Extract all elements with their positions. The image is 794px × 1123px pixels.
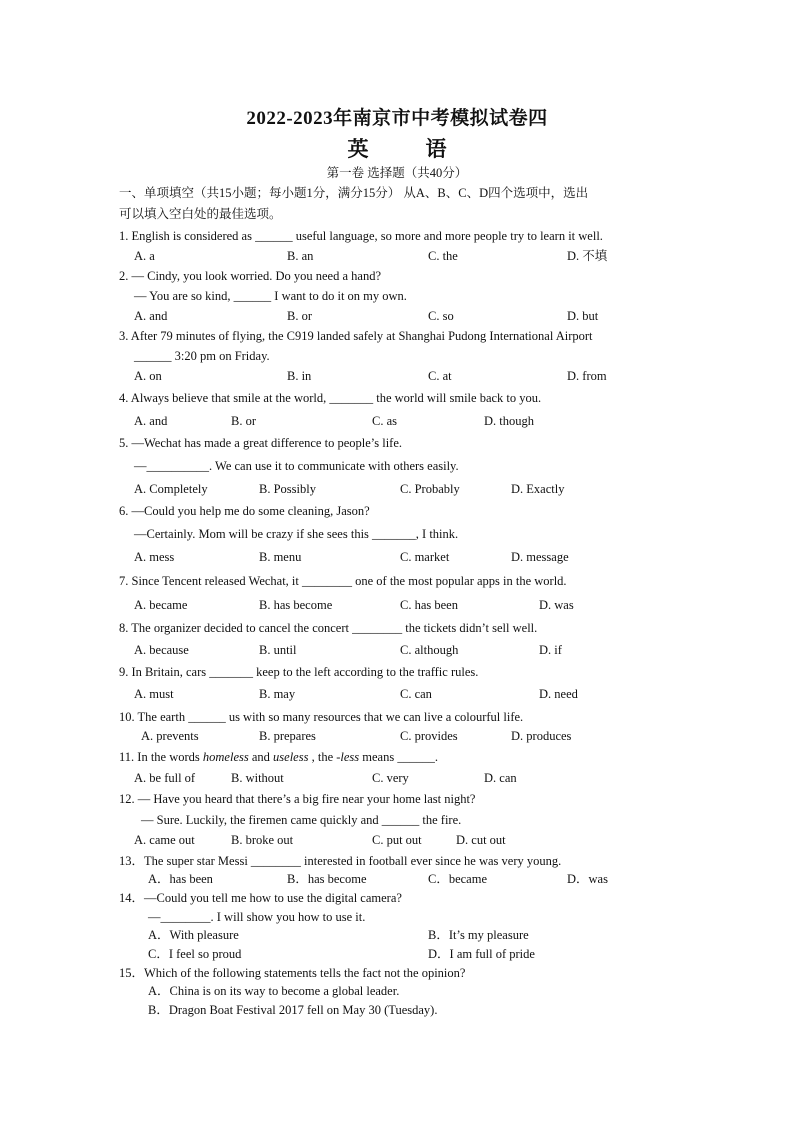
question-11-option-b: B. without xyxy=(231,771,284,785)
question-6-option-b: B. menu xyxy=(259,550,302,564)
question-2-stem: 2. — Cindy, you look worried. Do you need a hand? xyxy=(119,269,381,283)
question-13-stem: 13．The super star Messi ________ interested in football ever since he was very young. xyxy=(119,854,562,868)
question-11-stem-start: 11. In the words xyxy=(119,750,203,764)
question-4-option-c: C. as xyxy=(372,414,397,428)
question-8-option-c: C. although xyxy=(400,643,459,657)
question-10-option-b: B. prepares xyxy=(259,729,316,743)
instructions-line-2: 可以填入空白处的最佳选项。 xyxy=(119,207,282,221)
question-12-reply: — Sure. Luckily, the firemen came quickly and ______ the fire. xyxy=(141,813,462,827)
question-11-stem-end: means ______. xyxy=(359,750,438,764)
question-6-option-d: D. message xyxy=(511,550,569,564)
question-1-option-c: C. the xyxy=(428,249,458,263)
question-5-stem: 5. —Wechat has made a great difference to people’s life. xyxy=(119,436,403,450)
question-12-stem: 12. — Have you heard that there’s a big fire near your home last night? xyxy=(119,792,476,806)
question-13-option-b: B．has become xyxy=(287,872,367,886)
section-heading: 第一卷 选择题（共40分） xyxy=(326,166,468,180)
question-7-option-d: D. was xyxy=(539,598,574,612)
question-1-option-b: B. an xyxy=(287,249,314,263)
question-11-word-homeless: homeless xyxy=(202,750,249,764)
question-12-option-c: C. put out xyxy=(372,833,422,847)
question-9-option-b: B. may xyxy=(259,687,296,701)
question-8-option-b: B. until xyxy=(259,643,297,657)
question-7-stem: 7. Since Tencent released Wechat, it ________ one of the most popular apps in the world. xyxy=(119,574,567,588)
question-3-option-d: D. from xyxy=(567,369,607,383)
question-11-option-c: C. very xyxy=(372,771,409,785)
question-2-option-a: A. and xyxy=(134,309,168,323)
question-14-reply: —________. I will show you how to use it. xyxy=(148,910,366,924)
question-11-option-d: D. can xyxy=(484,771,517,785)
question-5-option-d: D. Exactly xyxy=(511,482,565,496)
question-9-option-d: D. need xyxy=(539,687,578,701)
question-3-option-b: B. in xyxy=(287,369,312,383)
question-9-stem: 9. In Britain, cars _______ keep to the left according to the traffic rules. xyxy=(119,665,479,679)
question-3-stem: 3. After 79 minutes of flying, the C919 landed safely at Shanghai Pudong International Airport xyxy=(119,329,593,343)
instructions-line-1: 一、单项填空（共15小题；每小题1分，满分15分） 从A、B、C、D四个选项中，选出 xyxy=(119,186,589,200)
question-1-stem: 1. English is considered as ______ useful language, so more and more people try to learn it well. xyxy=(119,229,603,243)
question-11-option-a: A. be full of xyxy=(134,771,196,785)
question-13-option-d: D．was xyxy=(567,872,608,886)
question-6-reply: —Certainly. Mom will be crazy if she sees this _______, I think. xyxy=(134,527,459,541)
question-14-option-d: D．I am full of pride xyxy=(428,947,535,961)
question-2-reply: — You are so kind, ______ I want to do it on my own. xyxy=(134,289,407,303)
question-8-option-a: A. because xyxy=(134,643,189,657)
question-14-option-a: A．With pleasure xyxy=(148,928,239,942)
question-2-option-c: C. so xyxy=(428,309,454,323)
question-11-stem-and: and xyxy=(248,750,274,764)
question-2-option-b: B. or xyxy=(287,309,312,323)
question-5-option-b: B. Possibly xyxy=(259,482,316,496)
question-10-option-c: C. provides xyxy=(400,729,458,743)
exam-title: 2022-2023年南京市中考模拟试卷四 xyxy=(246,108,548,129)
question-11-stem-the: , the - xyxy=(308,750,341,764)
question-7-option-b: B. has become xyxy=(259,598,333,612)
question-3-option-c: C. at xyxy=(428,369,452,383)
question-11-stem xyxy=(119,749,438,765)
question-4-option-a: A. and xyxy=(134,414,168,428)
question-4-option-d: D. though xyxy=(484,414,534,428)
question-9-option-a: A. must xyxy=(134,687,174,701)
question-14-option-c: C．I feel so proud xyxy=(148,947,242,961)
question-10-option-a: A. prevents xyxy=(141,729,199,743)
question-3-option-a: A. on xyxy=(134,369,162,383)
question-12-option-b: B. broke out xyxy=(231,833,294,847)
question-6-option-a: A. mess xyxy=(134,550,175,564)
question-13-option-a: A．has been xyxy=(148,872,213,886)
question-9-option-c: C. can xyxy=(400,687,432,701)
question-14-option-b: B．It’s my pleasure xyxy=(428,928,529,942)
question-10-stem: 10. The earth ______ us with so many resources that we can live a colourful life. xyxy=(119,710,524,724)
question-7-option-a: A. became xyxy=(134,598,188,612)
question-5-reply: —__________. We can use it to communicate with others easily. xyxy=(134,459,459,473)
question-14-stem: 14．—Could you tell me how to use the digital camera? xyxy=(119,891,402,905)
question-5-option-a: A. Completely xyxy=(134,482,208,496)
question-8-stem: 8. The organizer decided to cancel the concert ________ the tickets didn’t sell well. xyxy=(119,621,538,635)
question-2-option-d: D. but xyxy=(567,309,599,323)
question-1-option-a: A. a xyxy=(134,249,155,263)
question-6-stem: 6. —Could you help me do some cleaning, Jason? xyxy=(119,504,370,518)
question-11-word-less: less xyxy=(340,750,360,764)
question-15-stem: 15．Which of the following statements tells the fact not the opinion? xyxy=(119,966,466,980)
question-12-option-d: D. cut out xyxy=(456,833,506,847)
question-15-option-b: B．Dragon Boat Festival 2017 fell on May 30 (Tuesday). xyxy=(148,1003,438,1017)
question-4-option-b: B. or xyxy=(231,414,256,428)
subject-title: 英 语 xyxy=(347,137,465,161)
question-12-option-a: A. came out xyxy=(134,833,195,847)
question-13-option-c: C．became xyxy=(428,872,488,886)
question-15-option-a: A．China is on its way to become a global leader. xyxy=(148,984,400,998)
question-7-option-c: C. has been xyxy=(400,598,458,612)
question-1-option-d: D. 不填 xyxy=(567,249,608,263)
question-6-option-c: C. market xyxy=(400,550,450,564)
question-4-stem: 4. Always believe that smile at the world, _______ the world will smile back to you. xyxy=(119,391,542,405)
question-8-option-d: D. if xyxy=(539,643,562,657)
question-5-option-c: C. Probably xyxy=(400,482,460,496)
question-10-option-d: D. produces xyxy=(511,729,572,743)
question-3-stem-cont: ______ 3:20 pm on Friday. xyxy=(134,349,270,363)
question-11-word-useless: useless xyxy=(273,750,309,764)
